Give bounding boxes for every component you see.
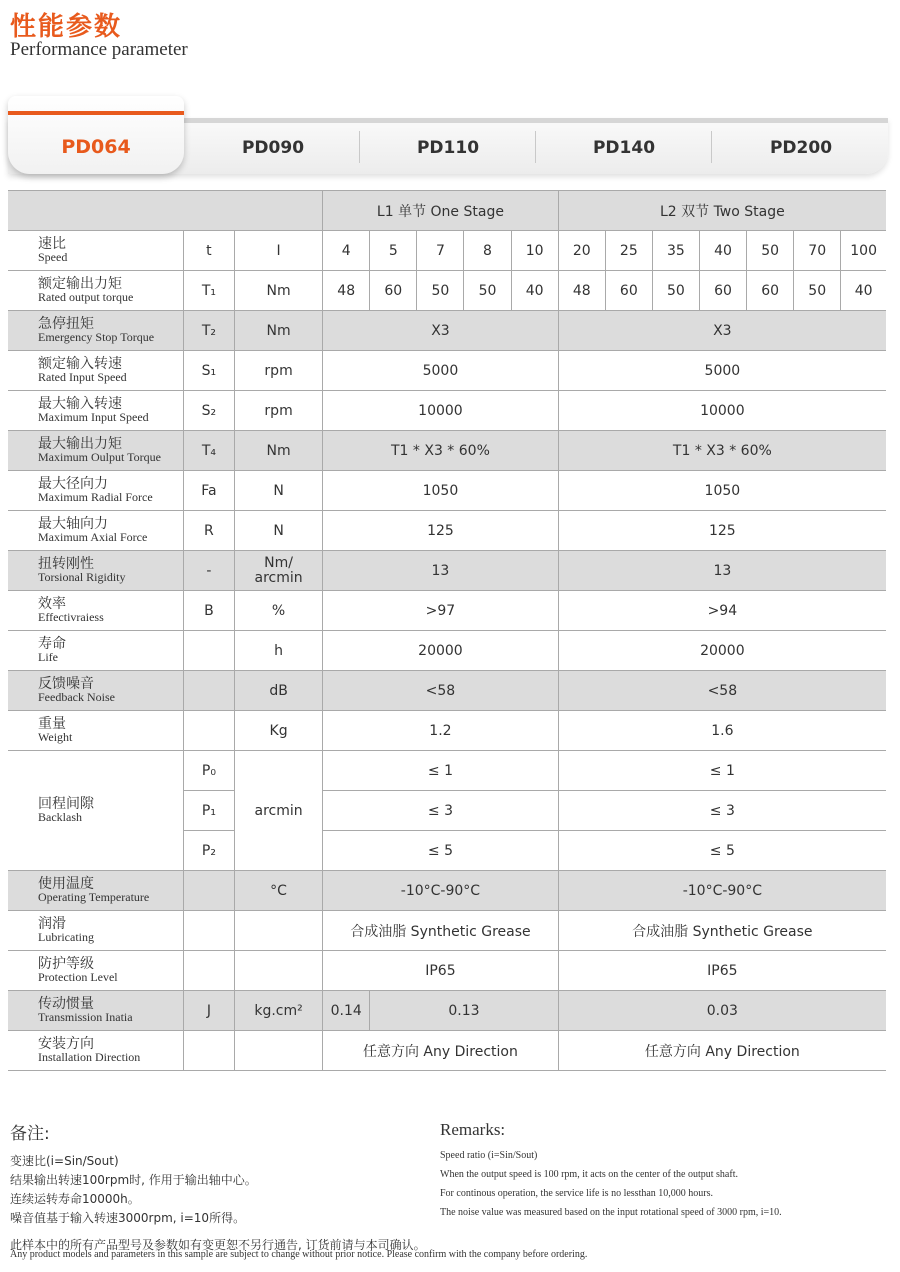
table-row [8, 1031, 886, 1071]
symbol-cell: B [183, 591, 234, 631]
row-label: 额定输入转速 Rated Input Speed [8, 351, 183, 391]
value-cell: 20 [558, 231, 605, 271]
symbol-cell: T₁ [183, 271, 234, 311]
value-cell: 13 [323, 551, 559, 591]
symbol-cell: t [183, 231, 234, 271]
value-cell: 10000 [558, 391, 886, 431]
row-label: 最大轴向力 Maximum Axial Force [8, 511, 183, 551]
table-row [8, 951, 886, 991]
value-cell: X3 [323, 311, 559, 351]
symbol-cell [183, 911, 234, 951]
value-cell: 40 [699, 231, 746, 271]
value-cell: 1.6 [558, 711, 886, 751]
table-row [8, 591, 886, 631]
unit-cell: dB [234, 671, 322, 711]
value-cell: 60 [370, 271, 417, 311]
symbol-cell [183, 871, 234, 911]
symbol-cell: R [183, 511, 234, 551]
table-row [8, 431, 886, 471]
row-label: 最大输出力矩 Maximum Oulput Torque [8, 431, 183, 471]
value-cell: >94 [558, 591, 886, 631]
unit-cell: rpm [234, 351, 322, 391]
unit-cell: kg.cm² [234, 991, 322, 1031]
value-cell: 4 [323, 231, 370, 271]
value-cell: IP65 [323, 951, 559, 991]
unit-cell: Nm/ arcmin [234, 551, 322, 591]
value-cell: 60 [699, 271, 746, 311]
value-cell: 5000 [558, 351, 886, 391]
value-cell: 5 [370, 231, 417, 271]
table-row [8, 231, 886, 271]
unit-cell: Nm [234, 311, 322, 351]
value-cell: 48 [323, 271, 370, 311]
table-row [8, 671, 886, 711]
row-label: 安装方向 Installation Direction [8, 1031, 183, 1071]
value-cell: 48 [558, 271, 605, 311]
row-label: 额定输出力矩 Rated output torque [8, 271, 183, 311]
unit-cell: Nm [234, 431, 322, 471]
value-cell: 50 [417, 271, 464, 311]
value-cell: 50 [794, 271, 841, 311]
stage1-header: L1 单节 One Stage [323, 191, 559, 231]
symbol-cell [183, 671, 234, 711]
symbol-cell: P₀ [183, 751, 234, 791]
value-cell: 125 [323, 511, 559, 551]
row-label: 扭转刚性 Torsional Rigidity [8, 551, 183, 591]
table-row [8, 311, 886, 351]
table-row [8, 711, 886, 751]
footer-notice-cn: 此样本中的所有产品型号及参数如有变更恕不另行通告, 订货前请与本司确认。 [10, 1238, 426, 1252]
table-row [8, 271, 886, 311]
symbol-cell: - [183, 551, 234, 591]
row-label: 重量 Weight [8, 711, 183, 751]
value-cell: 13 [558, 551, 886, 591]
value-cell: 60 [605, 271, 652, 311]
table-row [8, 511, 886, 551]
value-cell: 20000 [323, 631, 559, 671]
remarks-en-line: For continous operation, the service life is no lessthan 10,000 hours. [440, 1188, 714, 1199]
value-cell: IP65 [558, 951, 886, 991]
symbol-cell: T₄ [183, 431, 234, 471]
value-cell: 7 [417, 231, 464, 271]
performance-table [8, 190, 886, 1071]
unit-cell: arcmin [234, 751, 322, 871]
unit-cell: Kg [234, 711, 322, 751]
value-cell: 0.14 [323, 991, 370, 1031]
symbol-cell: P₁ [183, 791, 234, 831]
value-cell: -10°C-90°C [323, 871, 559, 911]
symbol-cell: Fa [183, 471, 234, 511]
value-cell: -10°C-90°C [558, 871, 886, 911]
symbol-cell [183, 711, 234, 751]
symbol-cell: P₂ [183, 831, 234, 871]
value-cell: 25 [605, 231, 652, 271]
symbol-cell: J [183, 991, 234, 1031]
row-label: 最大输入转速 Maximum Input Speed [8, 391, 183, 431]
symbol-cell: S₂ [183, 391, 234, 431]
value-cell: 0.13 [370, 991, 558, 1031]
table-row [8, 551, 886, 591]
footer-notice-en: Any product models and parameters in this sample are subject to change without prior notice. Please confirm with the company before ordering. [10, 1249, 588, 1260]
value-cell: ≤ 1 [323, 751, 559, 791]
table-row [8, 631, 886, 671]
symbol-cell: T₂ [183, 311, 234, 351]
tab-pd064[interactable]: PD064 [61, 136, 131, 158]
row-label: 效率 Effectivraiess [8, 591, 183, 631]
remarks-en-line: When the output speed is 100 rpm, it acts on the center of the output shaft. [440, 1169, 738, 1180]
row-label: 急停扭矩 Emergency Stop Torque [8, 311, 183, 351]
unit-cell: Nm [234, 271, 322, 311]
symbol-cell [183, 951, 234, 991]
tab-pd110[interactable]: PD110 [416, 138, 480, 158]
unit-cell [234, 1031, 322, 1071]
symbol-cell [183, 631, 234, 671]
unit-cell: N [234, 471, 322, 511]
unit-cell [234, 951, 322, 991]
value-cell: 20000 [558, 631, 886, 671]
value-cell: ≤ 3 [323, 791, 559, 831]
value-cell: <58 [558, 671, 886, 711]
row-label: 速比 Speed [8, 231, 183, 271]
page-title-cn: 性能参数 [10, 12, 123, 42]
value-cell: 50 [747, 231, 794, 271]
value-cell: >97 [323, 591, 559, 631]
value-cell: 1050 [558, 471, 886, 511]
value-cell: ≤ 1 [558, 751, 886, 791]
unit-cell: rpm [234, 391, 322, 431]
value-cell: 50 [464, 271, 511, 311]
tab-pd090[interactable]: PD090 [241, 138, 305, 158]
value-cell: X3 [558, 311, 886, 351]
remarks-en-line: Speed ratio (i=Sin/Sout) [440, 1150, 538, 1161]
remarks-en-line: The noise value was measured based on the input rotational speed of 3000 rpm, i=10. [440, 1207, 782, 1218]
value-cell: 125 [558, 511, 886, 551]
value-cell: ≤ 5 [558, 831, 886, 871]
header-blank [8, 191, 323, 231]
value-cell: ≤ 5 [323, 831, 559, 871]
row-label: 润滑 Lubricating [8, 911, 183, 951]
value-cell: 60 [747, 271, 794, 311]
remarks-cn [10, 1119, 257, 1228]
table-row [8, 911, 886, 951]
table-row [8, 751, 886, 791]
value-cell: 40 [841, 271, 886, 311]
value-cell: 10 [511, 231, 558, 271]
value-cell: 40 [511, 271, 558, 311]
stage2-header: L2 双节 Two Stage [558, 191, 886, 231]
row-label: 防护等级 Protection Level [8, 951, 183, 991]
value-cell: 10000 [323, 391, 559, 431]
unit-cell: h [234, 631, 322, 671]
value-cell: 100 [841, 231, 886, 271]
value-cell: 70 [794, 231, 841, 271]
unit-cell [234, 911, 322, 951]
value-cell: ≤ 3 [558, 791, 886, 831]
value-cell: 35 [652, 231, 699, 271]
page-title-en: Performance parameter [10, 39, 188, 60]
value-cell: 5000 [323, 351, 559, 391]
remarks-cn-title: 备注: [10, 1124, 50, 1144]
value-cell: 合成油脂 Synthetic Grease [323, 911, 559, 951]
unit-cell: N [234, 511, 322, 551]
row-label: 最大径向力 Maximum Radial Force [8, 471, 183, 511]
value-cell: 1.2 [323, 711, 559, 751]
active-tab-background [8, 96, 184, 174]
value-cell: T1 * X3 * 60% [323, 431, 559, 471]
value-cell: 8 [464, 231, 511, 271]
value-cell: <58 [323, 671, 559, 711]
unit-cell: % [234, 591, 322, 631]
value-cell: 1050 [323, 471, 559, 511]
remarks-cn-line: 变速比(i=Sin/Sout) [10, 1154, 119, 1168]
table-row [8, 871, 886, 911]
value-cell: 0.03 [558, 991, 886, 1031]
symbol-cell [183, 1031, 234, 1071]
value-cell: 50 [652, 271, 699, 311]
table-row [8, 471, 886, 511]
remarks-cn-line: 噪音值基于输入转速3000rpm, i=10所得。 [10, 1211, 246, 1225]
tab-pd140[interactable]: PD140 [592, 138, 656, 158]
value-cell: 任意方向 Any Direction [558, 1031, 886, 1071]
table-row [8, 991, 886, 1031]
row-label: 寿命 Life [8, 631, 183, 671]
remarks-cn-line: 结果输出转速100rpm时, 作用于输出轴中心。 [10, 1173, 257, 1187]
table-header-row [8, 191, 886, 231]
symbol-cell: S₁ [183, 351, 234, 391]
value-cell: 任意方向 Any Direction [323, 1031, 559, 1071]
unit-cell: I [234, 231, 322, 271]
row-label: 使用温度 Operating Temperature [8, 871, 183, 911]
table-row [8, 351, 886, 391]
value-cell: T1 * X3 * 60% [558, 431, 886, 471]
row-label: 反馈噪音 Feedback Noise [8, 671, 183, 711]
remarks-en [440, 1120, 782, 1222]
remarks-en-title: Remarks: [440, 1120, 506, 1139]
row-label: 传动惯量 Transmission Inatia [8, 991, 183, 1031]
unit-cell: °C [234, 871, 322, 911]
tab-pd200[interactable]: PD200 [769, 138, 833, 158]
table-row [8, 391, 886, 431]
value-cell: 合成油脂 Synthetic Grease [558, 911, 886, 951]
remarks-cn-line: 连续运转寿命10000h。 [10, 1192, 140, 1206]
row-label: 回程间隙 Backlash [8, 751, 183, 871]
